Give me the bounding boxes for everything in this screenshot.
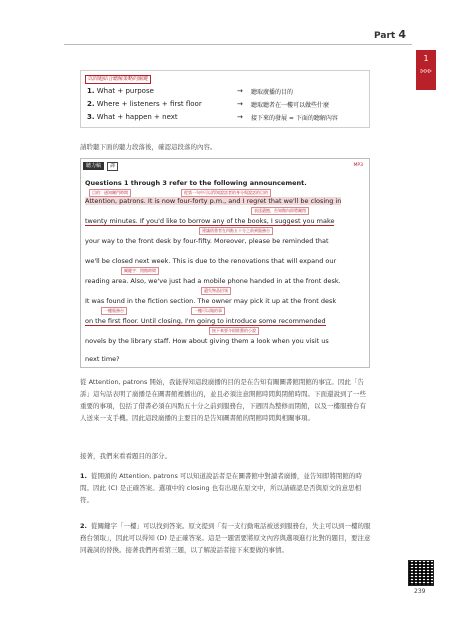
row-chinese: 接下來的發展 = 下面的聽解內容	[251, 115, 338, 122]
row-english: What + purpose	[96, 87, 154, 95]
chapter-side-tab	[416, 50, 436, 90]
row-english: What + happen + next	[96, 113, 178, 121]
arrow-icon: →	[237, 100, 243, 108]
passage-line: next time?	[85, 355, 120, 363]
annotation-note: 一樓可以做的事	[191, 307, 225, 315]
item-text: 從開頭的 Attention, patrons 可以知道說話者是在圖書館中對讀者廣播，並告知即將閉館的時間。因此 (C) 是正確答案。選項中的 closing 也有出現在原文中，所以請確認是否與原文的意思相符。	[80, 472, 362, 504]
item-number: 1.	[80, 472, 87, 480]
passage-line: novels by the library staff. How about giving them a look when you visit us	[85, 337, 329, 345]
translation-tag: 譯	[107, 162, 118, 171]
strategy-box	[80, 70, 370, 128]
row-chinese: 聽取廣播的目的	[251, 89, 294, 96]
strategy-row-3	[87, 113, 338, 122]
part-text: Part	[374, 31, 396, 41]
explanation-paragraph: 從 Attention, patrons 開始，我能得知這段廣播的目的是在告知有關圖書館閉館的事宜。因此「告訴」這句話表明了廣播是在圖書館裡播出的，並且必須注意開館時間與閉館時間。下面還說到了一些重要的事項，包括了借書必須在四點五十分之前到服務台，下週因為整修而閉館，以及一樓服務台有人送來一支手機。因此這段廣播的主要目的是告知圖書館的閉館時間與相關事項。	[80, 378, 366, 422]
annotation-note: 關鍵字：閉館時間	[121, 267, 159, 275]
answer-item-1	[80, 470, 372, 506]
passage-line: Attention, patrons. It is now four-forty p.m., and I regret that we'll be closing in	[85, 197, 342, 205]
annotation-note: 一樓服務台	[101, 307, 127, 315]
page-number: 239	[414, 588, 426, 595]
strategy-row-1	[87, 87, 294, 96]
answer-item-2	[80, 520, 372, 556]
row-english: Where + listeners + first floor	[96, 100, 202, 108]
header-divider	[64, 44, 412, 45]
annotation-note: 遺失物品招領	[201, 287, 231, 295]
part-number: 4	[398, 28, 406, 41]
passage-box	[80, 158, 370, 368]
annotation-note: 接下來要介紹推薦的小說	[209, 327, 259, 335]
strategy-row-2	[87, 100, 330, 109]
annotation-note: 從第一句中可以得知說話者的身分與說話的目的	[181, 189, 271, 197]
passage-line: we'll be closed next week. This is due to the renovations that will expand our	[85, 257, 337, 265]
passage-line: Questions 1 through 3 refer to the following announcement.	[85, 179, 307, 187]
qr-code-icon[interactable]	[408, 560, 434, 586]
instruction-text: 請聆聽下面的聽力段落後，確認這段落的內容。	[80, 143, 217, 151]
strategy-box-label: 以問題結合聽解策略的關鍵	[85, 75, 151, 84]
annotation-note: 表達遺憾，告知館內即將關閉	[251, 207, 309, 215]
part-label	[374, 28, 406, 41]
row-chinese: 聽取聽者在一樓可以做些什麼	[251, 102, 330, 109]
arrow-icon: →	[237, 113, 243, 121]
item-text: 從關鍵字「一樓」可以找到答案。原文提到「有一支行動電話被送到服務台，失主可以到一樓的服務台領取」，因此可以得知 (D) 是正確答案。這是一題需要將原文內容與選項進行比對的題目，要注意同義詞的替換。接著我們再看第三題，以了解說話者接下來要做的事情。	[80, 522, 371, 554]
passage-line: reading area. Also, we've just had a mobile phone handed in at the front desk.	[85, 277, 341, 285]
row-number: 2.	[87, 100, 95, 108]
audio-track-label: MP3	[353, 163, 363, 168]
passage-line: It was found in the fiction section. The owner may pick it up at the front desk	[85, 297, 337, 305]
arrow-icon: →	[237, 87, 243, 95]
transition-paragraph: 接著，我們來看看題目的部分。	[80, 452, 171, 460]
row-number: 1.	[87, 87, 95, 95]
annotation-note: 目的：通知關門時間	[89, 189, 131, 197]
item-number: 2.	[80, 522, 87, 530]
passage-line: on the first floor. Until closing, I'm going to introduce some recommended	[85, 317, 326, 325]
side-tab-number: 1	[423, 54, 429, 63]
transcript-tag: 聽力稿	[83, 162, 104, 170]
annotation-note: 建議借書者在四點五十分之前到服務台	[199, 227, 273, 235]
row-number: 3.	[87, 113, 95, 121]
side-tab-sub: ᐅᐅᐅ	[420, 69, 432, 75]
passage-line: your way to the front desk by four-fifty. Moreover, please be reminded that	[85, 237, 329, 245]
passage-line: twenty minutes. If you'd like to borrow any of the books, I suggest you make	[85, 217, 335, 225]
